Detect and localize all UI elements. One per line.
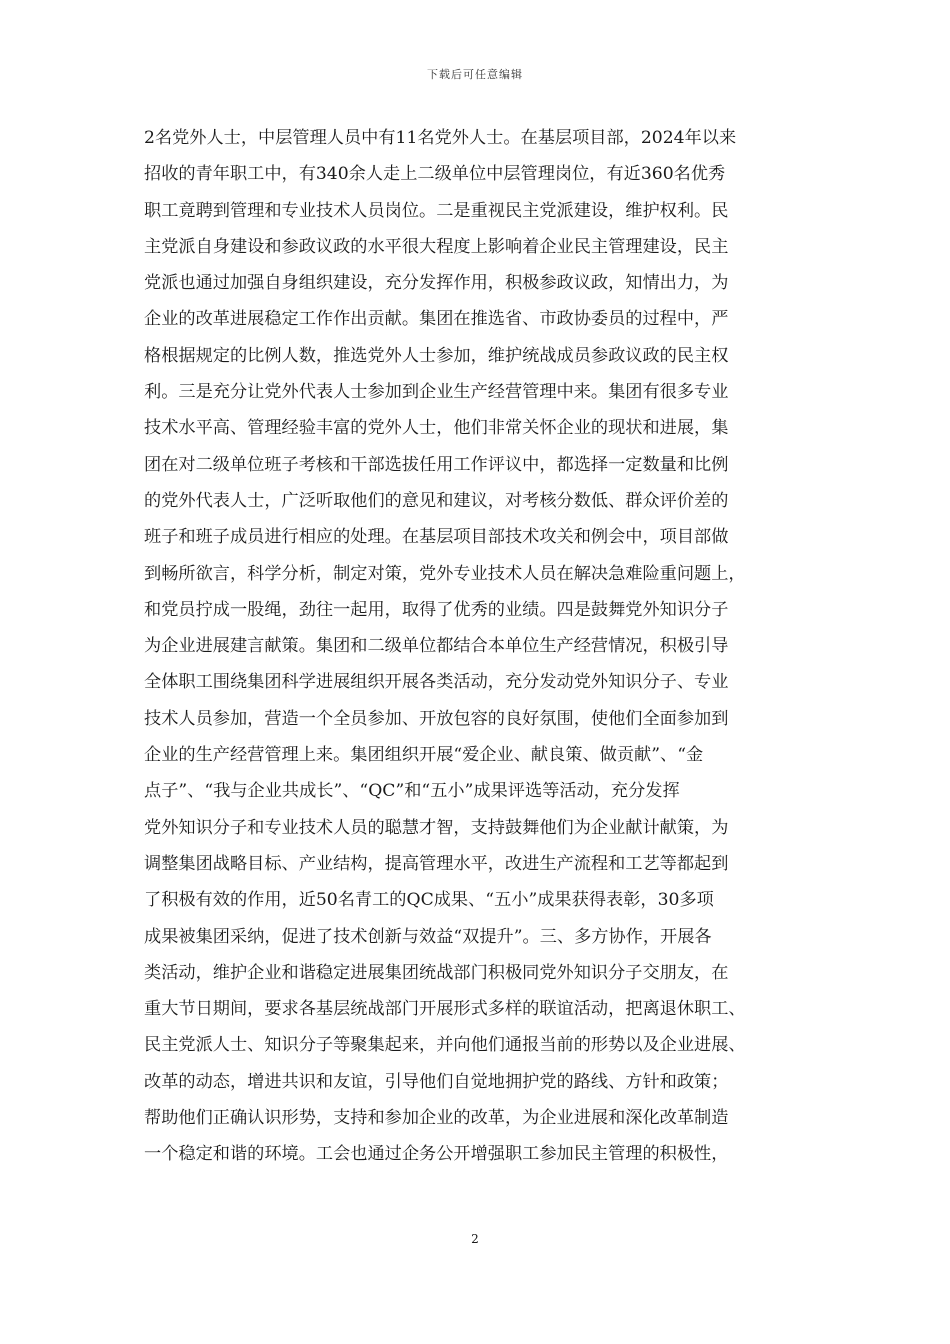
text-line: 的党外代表人士，广泛听取他们的意见和建议，对考核分数低、群众评价差的 [144, 490, 729, 511]
text-line: 为企业进展建言献策。集团和二级单位都结合本单位生产经营情况，积极引导 [144, 636, 729, 657]
text-line: 2名党外人士，中层管理人员中有11名党外人士。在基层项目部，2024年以来 [144, 128, 737, 148]
text-line: 调整集团战略目标、产业结构，提高管理水平，改进生产流程和工艺等都起到 [144, 853, 729, 874]
text-line: 点子”、“我与企业共成长”、“QC”和“五小”成果评选等活动，充分发挥 [144, 781, 680, 802]
text-line: 班子和班子成员进行相应的处理。在基层项目部技术攻关和例会中，项目部做 [144, 527, 729, 548]
page-number: 2 [471, 1232, 479, 1246]
body-text [144, 120, 814, 1173]
text-line: 帮助他们正确认识形势，支持和参加企业的改革，为企业进展和深化改革制造 [144, 1108, 729, 1129]
text-line: 主党派自身建设和参政议政的水平很大程度上影响着企业民主管理建设，民主 [144, 236, 729, 257]
text-line: 企业的生产经营管理上来。集团组织开展“爱企业、献良策、做贡献”、“金 [144, 745, 704, 766]
text-line: 到畅所欲言，科学分析，制定对策，党外专业技术人员在解决急难险重问题上， [144, 563, 746, 584]
text-line: 类活动，维护企业和谐稳定进展集团统战部门积极同党外知识分子交朋友，在 [144, 962, 729, 983]
header-note: 下载后可任意编辑 [427, 68, 523, 81]
text-line: 一个稳定和谐的环境。工会也通过企务公开增强职工参加民主管理的积极性， [144, 1144, 729, 1165]
text-line: 民主党派人士、知识分子等聚集起来，并向他们通报当前的形势以及企业进展、 [144, 1035, 746, 1056]
text-line: 技术水平高、管理经验丰富的党外人士，他们非常关怀企业的现状和进展，集 [144, 418, 729, 439]
text-line: 了积极有效的作用，近50名青工的QC成果、“五小”成果获得表彰，30多项 [144, 890, 714, 911]
text-line: 重大节日期间，要求各基层统战部门开展形式多样的联谊活动，把离退休职工、 [144, 999, 746, 1020]
text-line: 全体职工围绕集团科学进展组织开展各类活动，充分发动党外知识分子、专业 [144, 672, 729, 693]
text-line: 利。三是充分让党外代表人士参加到企业生产经营管理中来。集团有很多专业 [144, 382, 729, 403]
text-line: 格根据规定的比例人数，推选党外人士参加，维护统战成员参政议政的民主权 [144, 345, 729, 366]
text-line: 党派也通过加强自身组织建设，充分发挥作用，积极参政议政，知情出力，为 [144, 273, 729, 294]
text-line: 职工竟聘到管理和专业技术人员岗位。二是重视民主党派建设，维护权利。民 [144, 200, 729, 221]
text-line: 和党员拧成一股绳，劲往一起用，取得了优秀的业绩。四是鼓舞党外知识分子 [144, 599, 729, 620]
text-line: 团在对二级单位班子考核和干部选拔任用工作评议中，都选择一定数量和比例 [144, 454, 729, 475]
text-line: 党外知识分子和专业技术人员的聪慧才智，支持鼓舞他们为企业献计献策，为 [144, 817, 729, 838]
text-line: 企业的改革进展稳定工作作出贡献。集团在推选省、市政协委员的过程中，严 [144, 309, 729, 330]
text-line: 招收的青年职工中，有340余人走上二级单位中层管理岗位，有近360名优秀 [144, 164, 726, 185]
text-line: 成果被集团采纳，促进了技术创新与效益“双提升”。三、多方协作，开展各 [144, 926, 712, 947]
text-line: 技术人员参加，营造一个全员参加、开放包容的良好氛围，使他们全面参加到 [144, 708, 729, 729]
text-line: 改革的动态，增进共识和友谊，引导他们自觉地拥护党的路线、方针和政策； [144, 1071, 729, 1092]
